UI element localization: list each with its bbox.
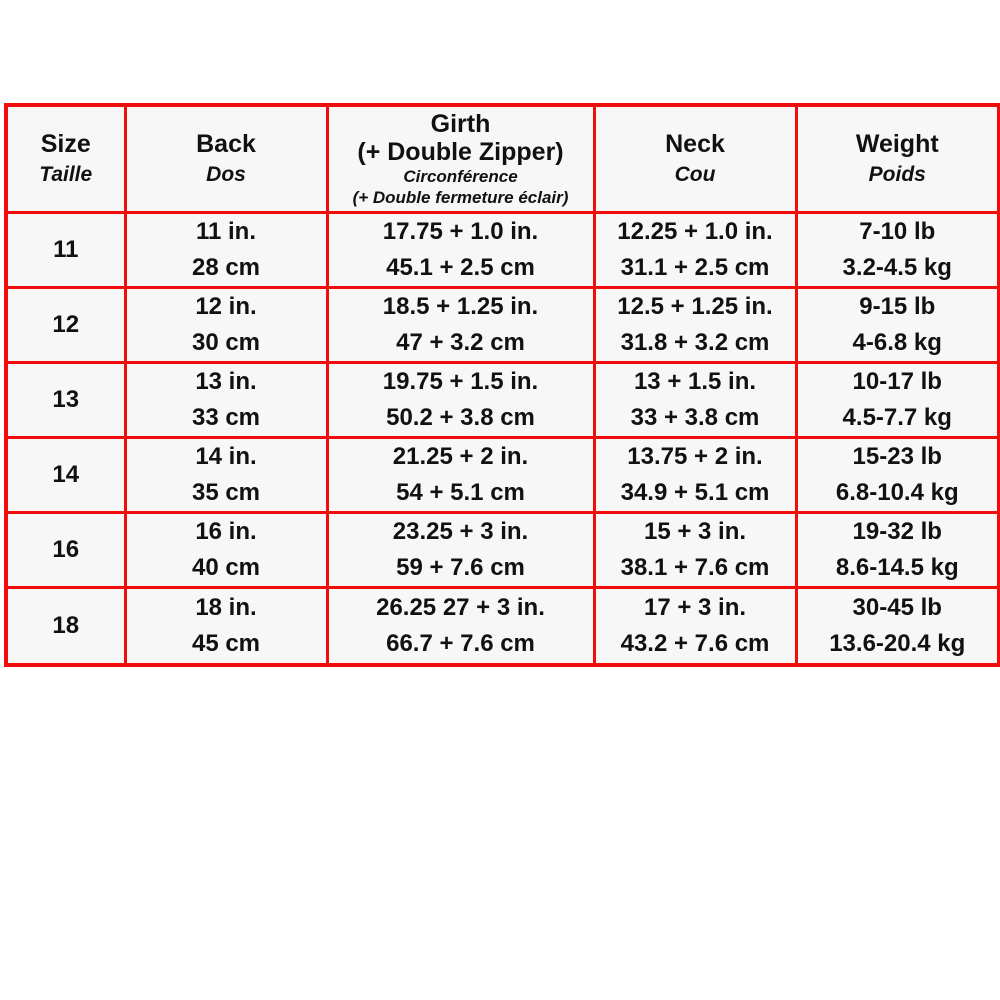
neck-cell <box>594 587 796 665</box>
column-header-weight <box>796 105 999 212</box>
weight-cell <box>796 512 999 587</box>
header-back-fr: Dos <box>206 162 246 186</box>
imperial-value: 13 in. <box>195 367 257 395</box>
header-neck-en: Neck <box>665 129 725 158</box>
imperial-value: 12.5 + 1.25 in. <box>617 292 773 320</box>
imperial-value: 16 in. <box>195 517 257 545</box>
imperial-value: 12.25 + 1.0 in. <box>617 217 773 245</box>
metric-value: 34.9 + 5.1 cm <box>620 478 770 506</box>
neck-cell <box>594 212 796 287</box>
metric-value: 4-6.8 kg <box>852 328 942 356</box>
girth-cell <box>327 587 594 665</box>
metric-value: 38.1 + 7.6 cm <box>620 553 770 581</box>
size-value: 12 <box>52 310 80 338</box>
table-row <box>6 212 999 287</box>
imperial-value: 10-17 lb <box>852 367 942 395</box>
header-size-en: Size <box>40 129 91 158</box>
size-chart <box>4 103 1000 667</box>
imperial-value: 11 in. <box>195 217 257 245</box>
header-weight-fr: Poids <box>868 162 926 186</box>
neck-cell <box>594 362 796 437</box>
weight-cell <box>796 587 999 665</box>
header-girth-fr: Circonférence <box>403 166 518 186</box>
back-cell <box>125 362 327 437</box>
imperial-value: 18.5 + 1.25 in. <box>382 292 539 320</box>
metric-value: 66.7 + 7.6 cm <box>386 629 535 657</box>
metric-value: 4.5-7.7 kg <box>842 403 952 431</box>
metric-value: 33 cm <box>191 403 261 431</box>
header-girth-en: Girth <box>430 109 491 138</box>
header-back-en: Back <box>196 129 256 158</box>
weight-cell <box>796 287 999 362</box>
metric-value: 13.6-20.4 kg <box>829 629 966 657</box>
imperial-value: 30-45 lb <box>852 593 942 621</box>
size-cell <box>6 287 125 362</box>
header-row <box>6 105 999 212</box>
neck-cell <box>594 512 796 587</box>
size-cell <box>6 512 125 587</box>
size-cell <box>6 362 125 437</box>
table-row <box>6 587 999 665</box>
metric-value: 33 + 3.8 cm <box>630 403 760 431</box>
header-neck-fr: Cou <box>674 162 716 186</box>
girth-cell <box>327 362 594 437</box>
metric-value: 31.1 + 2.5 cm <box>620 253 770 281</box>
girth-cell <box>327 287 594 362</box>
metric-value: 45 cm <box>191 629 261 657</box>
metric-value: 28 cm <box>191 253 261 281</box>
back-cell <box>125 212 327 287</box>
imperial-value: 13 + 1.5 in. <box>633 367 757 395</box>
size-value: 18 <box>52 611 80 639</box>
size-cell <box>6 212 125 287</box>
metric-value: 50.2 + 3.8 cm <box>386 403 535 431</box>
imperial-value: 21.25 + 2 in. <box>392 442 529 470</box>
metric-value: 43.2 + 7.6 cm <box>620 629 770 657</box>
imperial-value: 9-15 lb <box>859 292 936 320</box>
metric-value: 47 + 3.2 cm <box>396 328 525 356</box>
imperial-value: 26.25 27 + 3 in. <box>376 593 545 621</box>
size-cell <box>6 437 125 512</box>
imperial-value: 7-10 lb <box>859 217 936 245</box>
imperial-value: 13.75 + 2 in. <box>627 442 763 470</box>
metric-value: 45.1 + 2.5 cm <box>386 253 535 281</box>
back-cell <box>125 587 327 665</box>
header-size-fr: Taille <box>39 162 93 186</box>
girth-cell <box>327 512 594 587</box>
header-weight-en: Weight <box>855 129 939 158</box>
imperial-value: 12 in. <box>195 292 257 320</box>
table-row <box>6 287 999 362</box>
metric-value: 6.8-10.4 kg <box>835 478 959 506</box>
back-cell <box>125 437 327 512</box>
imperial-value: 14 in. <box>195 442 257 470</box>
girth-cell <box>327 212 594 287</box>
metric-value: 40 cm <box>191 553 261 581</box>
size-value: 14 <box>52 460 80 488</box>
header-girth-fr-sub: (+ Double fermeture éclair) <box>352 187 569 207</box>
column-header-size <box>6 105 125 212</box>
table-row <box>6 362 999 437</box>
size-cell <box>6 587 125 665</box>
metric-value: 31.8 + 3.2 cm <box>620 328 770 356</box>
header-girth-en-sub: (+ Double Zipper) <box>357 137 564 166</box>
imperial-value: 17.75 + 1.0 in. <box>382 217 539 245</box>
table-row <box>6 512 999 587</box>
girth-cell <box>327 437 594 512</box>
imperial-value: 19-32 lb <box>852 517 942 545</box>
metric-value: 35 cm <box>191 478 261 506</box>
imperial-value: 19.75 + 1.5 in. <box>382 367 539 395</box>
column-header-girth <box>327 105 594 212</box>
metric-value: 54 + 5.1 cm <box>396 478 525 506</box>
back-cell <box>125 287 327 362</box>
size-chart-table <box>4 103 1000 667</box>
size-value: 13 <box>52 385 80 413</box>
imperial-value: 18 in. <box>195 593 257 621</box>
neck-cell <box>594 287 796 362</box>
imperial-value: 23.25 + 3 in. <box>392 517 529 545</box>
metric-value: 3.2-4.5 kg <box>842 253 952 281</box>
imperial-value: 15 + 3 in. <box>643 517 747 545</box>
back-cell <box>125 512 327 587</box>
weight-cell <box>796 212 999 287</box>
imperial-value: 17 + 3 in. <box>643 593 747 621</box>
neck-cell <box>594 437 796 512</box>
metric-value: 8.6-14.5 kg <box>835 553 959 581</box>
column-header-back <box>125 105 327 212</box>
weight-cell <box>796 437 999 512</box>
imperial-value: 15-23 lb <box>852 442 942 470</box>
metric-value: 30 cm <box>191 328 261 356</box>
metric-value: 59 + 7.6 cm <box>396 553 525 581</box>
table-row <box>6 437 999 512</box>
size-value: 11 <box>53 235 79 263</box>
column-header-neck <box>594 105 796 212</box>
size-value: 16 <box>52 535 80 563</box>
weight-cell <box>796 362 999 437</box>
